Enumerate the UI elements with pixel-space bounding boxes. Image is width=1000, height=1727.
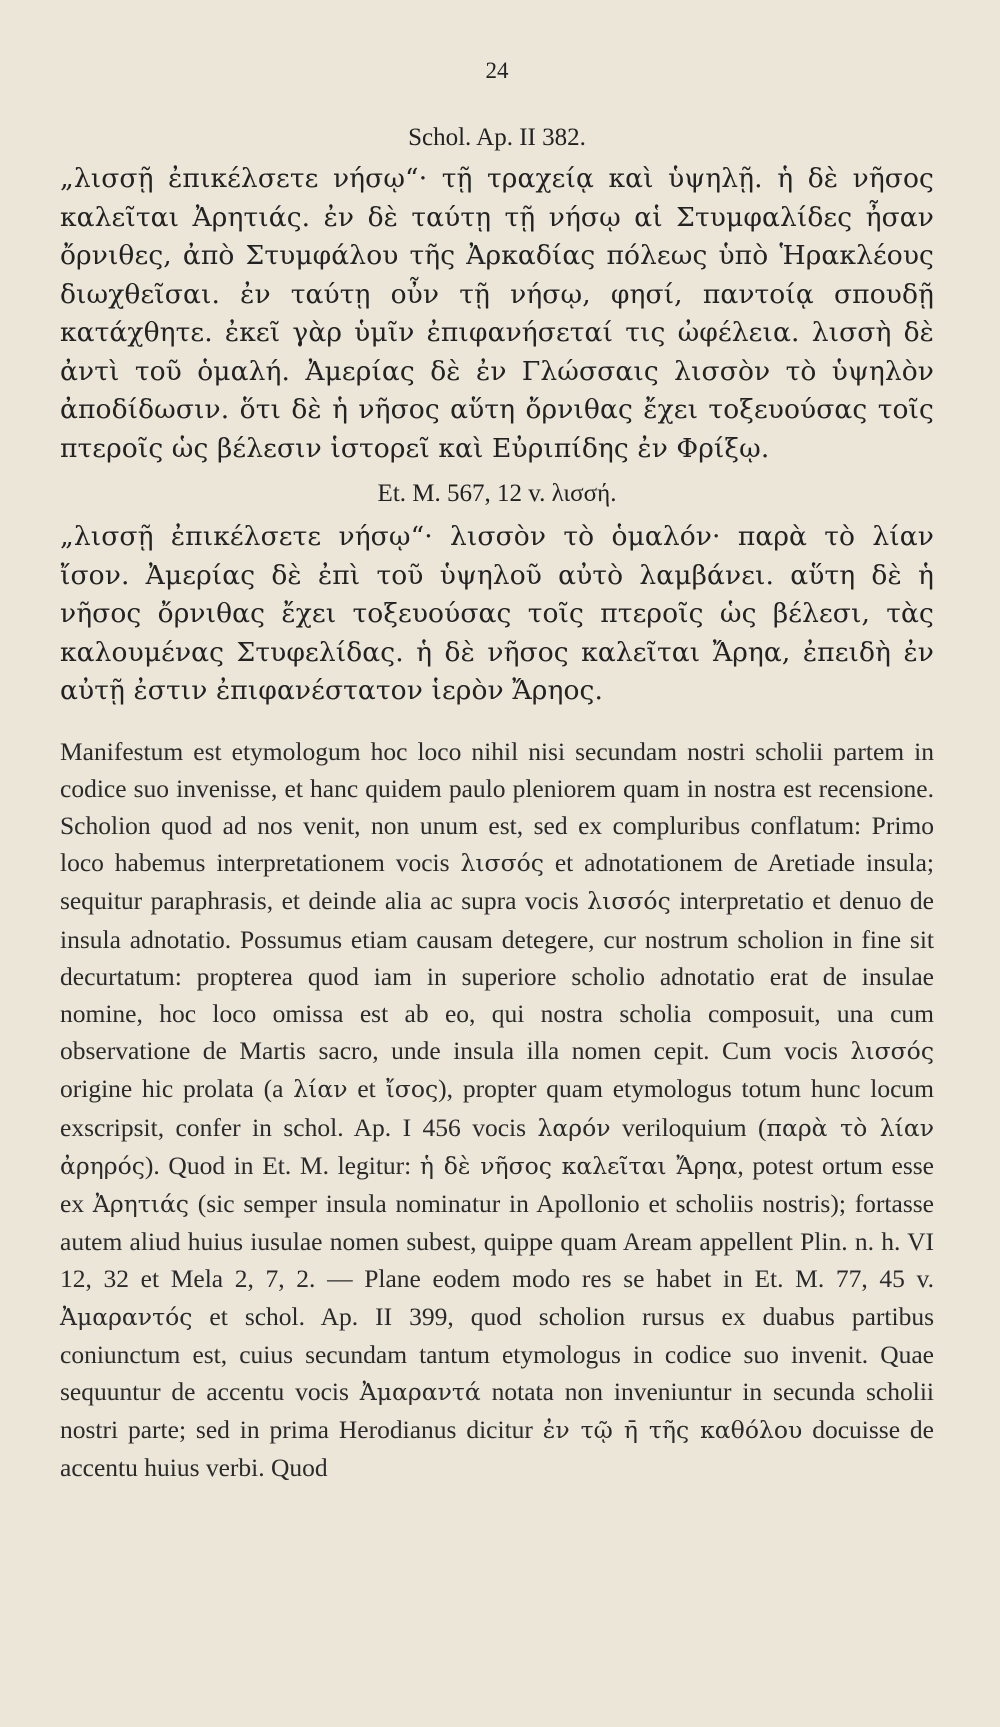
etymologicum-text: „λισσῇ ἐπικέλσετε νήσῳ“· λισσὸν τὸ ὁμαλόν· παρὰ τὸ λίαν ἴσον. Ἀμερίας δὲ ἐπὶ τοῦ ὑψηλοῦ αὐτὸ λαμβάνει. αὕτη δὲ ἡ νῆσος ὄρνιθας ἔχει τοξευούσας τοῖς πτεροῖς ὡς βέλεσι, τὰς καλουμένας Στυφελίδας. ἡ δὲ νῆσος καλεῖται Ἄρηα, ἐπειδὴ ἐν αὐτῇ ἐστιν ἐπιφανέστατον ἱερὸν Ἄρηος. — [60, 521, 934, 706]
greek-term: ἴσος — [385, 1075, 439, 1104]
greek-term: Ἀμαραντός — [60, 1302, 193, 1331]
latin-text: (sic semper insula nominatur in Apollonio et scholiis nostris); fortasse autem aliud huius iusulae nomen subest, quippe quam Aream appellent Plin. n. h. VI 12, 32 et Mela 2, 7, 2. — Plane eodem modo res se habet in Et. M. 77, 45 v. — [60, 1188, 934, 1294]
greek-term: λισσός — [587, 887, 671, 916]
latin-text: Manifestum est etymologum hoc loco nihil nisi secundam nostri scholii partem in codice suo invenisse, et hanc quidem paulo pleniorem quam in nostra est recensione. Scholion quod ad nos venit, non unum est, sed ex compluribus conflatum: Primo loco habemus interpretationem vocis — [60, 736, 934, 878]
greek-term: Ἀρητιάς — [92, 1189, 189, 1218]
latin-text: ), propter quam etymologus totum hunc locum exscripsit, confer in schol. Ap. I 456 vocis — [60, 1074, 934, 1142]
latin-text: ). Quod in Et. M. legitur: — [144, 1150, 420, 1180]
page-number: 24 — [485, 58, 509, 83]
latin-text: origine hic prolata (a — [60, 1074, 294, 1104]
latin-text: et adnotationem de Aretiade insula; sequitur paraphrasis, et deinde alia ac supra vocis — [60, 848, 935, 916]
latin-text: docuisse de accentu huius verbi. Quod — [60, 1415, 934, 1483]
greek-term: ἡ δὲ νῆσος καλεῖται Ἄρηα — [419, 1151, 738, 1180]
greek-term: Ἀμαραντά — [359, 1377, 481, 1406]
greek-term: παρὰ τὸ λίαν ἀρηρός — [60, 1113, 935, 1180]
etymologicum-heading: Et. M. 567, 12 v. λισσή. — [377, 480, 617, 507]
latin-text: veriloquium ( — [610, 1112, 767, 1142]
latin-text: interpretatio et denuo de insula adnotatio. Possumus etiam causam detegere, cur nostrum scholion in fine sit decurtatum: propterea quod iam in superiore scholio adnotatio erat de insulae nomine, hoc loco omissa est ab eo, qui nostra scholia composuit, una cum observatione de Martis sacro, unde insula illa nomen cepit. Cum vocis — [60, 886, 934, 1066]
scholion-heading: Schol. Ap. II 382. — [408, 124, 586, 151]
latin-text: , potest ortum esse ex — [60, 1150, 934, 1218]
greek-term: λαρόν — [537, 1113, 611, 1142]
greek-term: ἐν τῷ η̄ τῆς καθόλου — [542, 1416, 803, 1445]
greek-term: λισσός — [460, 849, 544, 878]
greek-term: λισσός — [850, 1037, 934, 1066]
scholion-text: „λισσῇ ἐπικέλσετε νήσῳ“· τῇ τραχείᾳ καὶ ὑψηλῇ. ἡ δὲ νῆσος καλεῖται Ἀρητιάς. ἐν δὲ ταύτῃ τῇ νήσῳ αἱ Στυμφαλίδες ἦσαν ὄρνιθες, ἀπὸ Στυμφάλου τῆς Ἀρκαδίας πόλεως ὑπὸ Ἡρακλέους διωχθεῖσαι. ἐν ταύτῃ οὖν τῇ νήσῳ, φησί, παντοίᾳ σπουδῇ κατάχθητε. ἐκεῖ γὰρ ὑμῖν ἐπιφανήσεταί τις ὠφέλεια. λισσὴ δὲ ἀντὶ τοῦ ὁμαλή. Ἀμερίας δὲ ἐν Γλώσσαις λισσὸν τὸ ὑψηλὸν ἀποδίδωσιν. ὅτι δὲ ἡ νῆσος αὕτη ὄρνιθας ἔχει τοξευούσας τοῖς πτεροῖς ὡς βέλεσιν ἱστορεῖ καὶ Εὐριπίδης ἐν Φρίξῳ. — [60, 163, 934, 464]
latin-text: et schol. Ap. II 399, quod scholion rursus ex duabus partibus coniunctum est, cuius secundam tantum etymologus in codice suo invenit. Quae sequuntur de accentu vocis — [60, 1301, 934, 1406]
commentary-paragraph — [60, 733, 934, 1487]
greek-term: λίαν — [293, 1075, 348, 1104]
latin-text: notata non inveniuntur in secunda scholii nostri parte; sed in prima Herodianus dicitur — [60, 1376, 935, 1445]
latin-text: et — [347, 1074, 386, 1104]
